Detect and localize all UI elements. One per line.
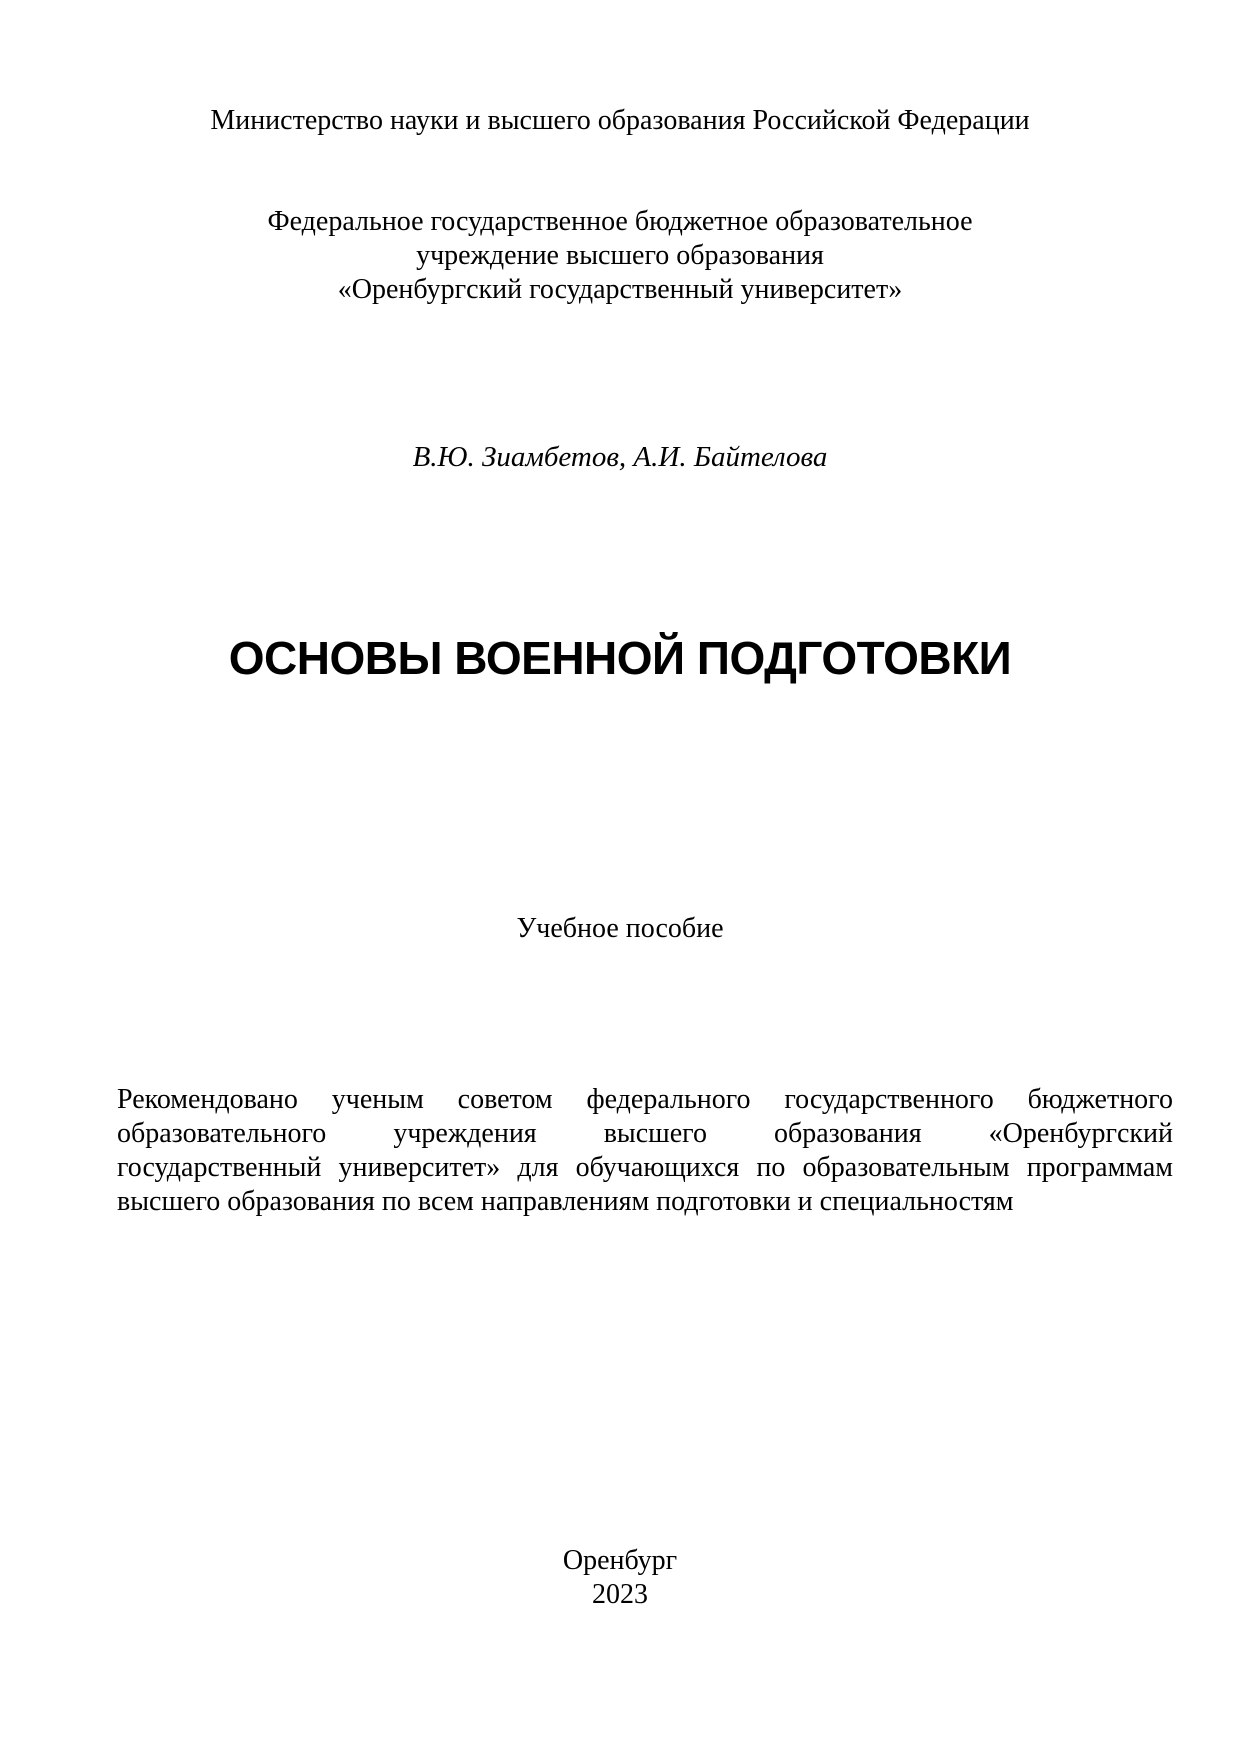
recommendation-line-3 bbox=[117, 1151, 1173, 1185]
publication-year: 2023 bbox=[592, 1579, 648, 1610]
word: учреждения bbox=[393, 1118, 537, 1149]
word: высшего bbox=[603, 1118, 707, 1149]
book-subtitle: Учебное пособие bbox=[516, 913, 724, 944]
ministry-name: Министерство науки и высшего образования Российской Федерации bbox=[210, 105, 1030, 136]
word: государственного bbox=[784, 1084, 994, 1115]
word: образовательным bbox=[802, 1152, 1010, 1183]
authors: В.Ю. Зиамбетов, А.И. Байтелова bbox=[412, 441, 828, 473]
publication-city: Оренбург bbox=[562, 1545, 678, 1576]
word: по bbox=[756, 1152, 786, 1183]
word: ученым bbox=[331, 1084, 424, 1115]
word: для bbox=[517, 1152, 559, 1183]
recommendation-line-4: высшего образования по всем направлениям подготовки и специальностям bbox=[117, 1186, 1014, 1217]
word: образовательного bbox=[117, 1118, 327, 1149]
word: программам bbox=[1026, 1152, 1173, 1183]
word: обучающихся bbox=[575, 1152, 740, 1183]
word: государственный bbox=[117, 1152, 322, 1183]
book-title: ОСНОВЫ ВОЕННОЙ ПОДГОТОВКИ bbox=[228, 632, 1012, 684]
institution-line-1: Федеральное государственное бюджетное образовательное bbox=[267, 206, 973, 237]
word: советом bbox=[457, 1084, 553, 1115]
institution-line-3: «Оренбургский государственный университет» bbox=[337, 274, 903, 305]
institution-line-2: учреждение высшего образования bbox=[416, 240, 824, 271]
word: образования bbox=[773, 1118, 922, 1149]
word: Рекомендовано bbox=[117, 1084, 298, 1115]
word: университет» bbox=[338, 1152, 501, 1183]
recommendation-line-1 bbox=[117, 1083, 1173, 1117]
word: «Оренбургский bbox=[988, 1118, 1173, 1149]
recommendation-line-2 bbox=[117, 1117, 1173, 1151]
word: федерального bbox=[586, 1084, 751, 1115]
word: бюджетного bbox=[1027, 1084, 1173, 1115]
